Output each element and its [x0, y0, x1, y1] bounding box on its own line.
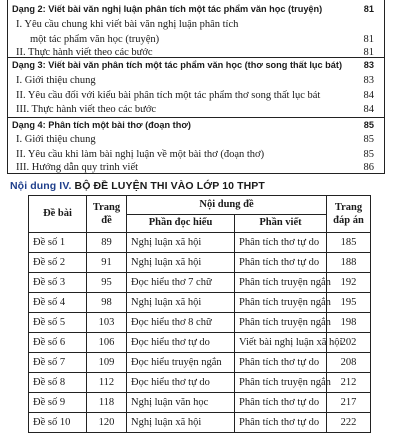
cell-de-bai: Đề số 6 — [29, 333, 87, 353]
cell-phan-viet: Phân tích thơ tự do — [235, 413, 327, 433]
toc-text: II. Yêu cầu khi làm bài nghị luận về một bài thơ (đoạn thơ) — [16, 149, 265, 160]
cell-phan-doc-hieu: Đọc hiểu thơ tự do — [127, 333, 235, 353]
section-title — [10, 180, 265, 192]
cell-trang-de: 112 — [87, 373, 127, 393]
cell-trang-de: 106 — [87, 333, 127, 353]
header-trang-dap-an: Trang đáp án — [327, 196, 371, 233]
cell-trang-de: 89 — [87, 233, 127, 253]
toc-separator — [8, 117, 384, 118]
cell-phan-viet: Phân tích truyện ngắn — [235, 373, 327, 393]
table-row — [29, 413, 371, 433]
cell-trang-dap-an: 202 — [327, 333, 371, 353]
toc-text: I. Yêu cầu chung khi viết bài văn nghị luận phân tích — [16, 19, 239, 30]
toc-text: II. Yêu cầu đối với kiểu bài phân tích một tác phẩm thơ song thất lục bát — [16, 90, 321, 101]
table-row — [29, 333, 371, 353]
table-row — [29, 313, 371, 333]
toc-separator — [8, 57, 384, 58]
cell-trang-dap-an: 217 — [327, 393, 371, 413]
toc-heading — [8, 3, 384, 16]
table-row — [29, 373, 371, 393]
cell-phan-doc-hieu: Nghị luận xã hội — [127, 253, 235, 273]
table-of-contents — [7, 0, 385, 174]
cell-phan-viet: Phân tích truyện ngắn — [235, 293, 327, 313]
table-row — [29, 293, 371, 313]
header-noi-dung-de: Nội dung đề — [127, 196, 327, 215]
cell-de-bai: Đề số 7 — [29, 353, 87, 373]
cell-de-bai: Đề số 4 — [29, 293, 87, 313]
toc-item — [8, 133, 384, 146]
table-row — [29, 273, 371, 293]
header-trang-de: Trang đề — [87, 196, 127, 233]
cell-phan-viet: Phân tích thơ tự do — [235, 393, 327, 413]
toc-item — [8, 74, 384, 87]
header-de-bai: Đề bài — [29, 196, 87, 233]
cell-de-bai: Đề số 9 — [29, 393, 87, 413]
toc-text: III. Hướng dẫn quy trình viết — [16, 162, 139, 173]
toc-page-number: 83 — [363, 60, 374, 70]
cell-phan-doc-hieu: Nghị luận văn học — [127, 393, 235, 413]
toc-page-number: 84 — [363, 104, 374, 115]
toc-item — [8, 33, 384, 46]
toc-page-number: 86 — [363, 162, 374, 173]
cell-phan-doc-hieu: Đọc hiểu thơ tự do — [127, 373, 235, 393]
cell-phan-doc-hieu: Nghị luận xã hội — [127, 293, 235, 313]
cell-trang-dap-an: 185 — [327, 233, 371, 253]
toc-item — [8, 148, 384, 161]
cell-de-bai: Đề số 2 — [29, 253, 87, 273]
toc-text: III. Thực hành viết theo các bước — [16, 104, 157, 115]
cell-phan-viet: Phân tích truyện ngắn — [235, 273, 327, 293]
toc-page-number: 85 — [363, 149, 374, 160]
cell-de-bai: Đề số 10 — [29, 413, 87, 433]
table-row — [29, 233, 371, 253]
cell-trang-dap-an: 188 — [327, 253, 371, 273]
toc-page-number: 81 — [363, 34, 374, 45]
cell-de-bai: Đề số 8 — [29, 373, 87, 393]
toc-text: II. Thực hành viết theo các bước — [16, 47, 153, 58]
toc-text: I. Giới thiệu chung — [16, 75, 96, 86]
cell-trang-dap-an: 192 — [327, 273, 371, 293]
cell-trang-de: 118 — [87, 393, 127, 413]
toc-heading — [8, 119, 384, 132]
table-row — [29, 353, 371, 373]
cell-phan-doc-hieu: Đọc hiểu truyện ngắn — [127, 353, 235, 373]
toc-page-number: 81 — [363, 4, 374, 14]
cell-phan-doc-hieu: Nghị luận xã hội — [127, 413, 235, 433]
cell-de-bai: Đề số 3 — [29, 273, 87, 293]
toc-text: Dạng 2: Viết bài văn nghị luận phân tích một tác phẩm văn học (truyện) — [12, 4, 323, 14]
cell-phan-viet: Phân tích truyện ngắn — [235, 313, 327, 333]
cell-phan-doc-hieu: Nghị luận xã hội — [127, 233, 235, 253]
cell-trang-de: 95 — [87, 273, 127, 293]
toc-text: Dạng 4: Phân tích một bài thơ (đoạn thơ) — [12, 120, 191, 130]
toc-page-number: 85 — [363, 134, 374, 145]
cell-trang-de: 120 — [87, 413, 127, 433]
cell-phan-viet: Phân tích thơ tự do — [235, 353, 327, 373]
cell-trang-dap-an: 222 — [327, 413, 371, 433]
cell-de-bai: Đề số 1 — [29, 233, 87, 253]
toc-text: Dạng 3: Viết bài văn phân tích một tác phẩm văn học (thơ song thất lục bát) — [12, 60, 343, 70]
table-row — [29, 393, 371, 413]
cell-phan-doc-hieu: Đọc hiểu thơ 7 chữ — [127, 273, 235, 293]
toc-page-number: 84 — [363, 90, 374, 101]
cell-phan-viet: Phân tích thơ tự do — [235, 233, 327, 253]
cell-trang-de: 103 — [87, 313, 127, 333]
cell-trang-dap-an: 208 — [327, 353, 371, 373]
exam-table — [28, 195, 371, 433]
cell-trang-de: 109 — [87, 353, 127, 373]
table-row — [29, 253, 371, 273]
cell-phan-viet: Phân tích thơ tự do — [235, 253, 327, 273]
header-phan-viet: Phần viết — [235, 214, 327, 233]
cell-phan-doc-hieu: Đọc hiểu thơ 8 chữ — [127, 313, 235, 333]
cell-trang-de: 91 — [87, 253, 127, 273]
cell-trang-dap-an: 212 — [327, 373, 371, 393]
toc-heading — [8, 59, 384, 72]
cell-trang-de: 98 — [87, 293, 127, 313]
cell-trang-dap-an: 195 — [327, 293, 371, 313]
toc-text: I. Giới thiệu chung — [16, 134, 96, 145]
toc-item — [8, 161, 384, 174]
cell-trang-dap-an: 198 — [327, 313, 371, 333]
cell-de-bai: Đề số 5 — [29, 313, 87, 333]
toc-item — [8, 89, 384, 102]
section-heading: BỘ ĐỀ LUYỆN THI VÀO LỚP 10 THPT — [74, 180, 265, 192]
toc-item — [8, 18, 384, 31]
toc-item — [8, 103, 384, 116]
toc-page-number: 83 — [363, 75, 374, 86]
toc-page-number: 81 — [363, 47, 374, 58]
toc-text: một tác phẩm văn học (truyện) — [30, 34, 160, 45]
cell-phan-viet: Viết bài nghị luận xã hội — [235, 333, 327, 353]
header-phan-doc-hieu: Phần đọc hiểu — [127, 214, 235, 233]
section-label: Nội dung IV. — [10, 180, 72, 192]
toc-page-number: 85 — [363, 120, 374, 130]
